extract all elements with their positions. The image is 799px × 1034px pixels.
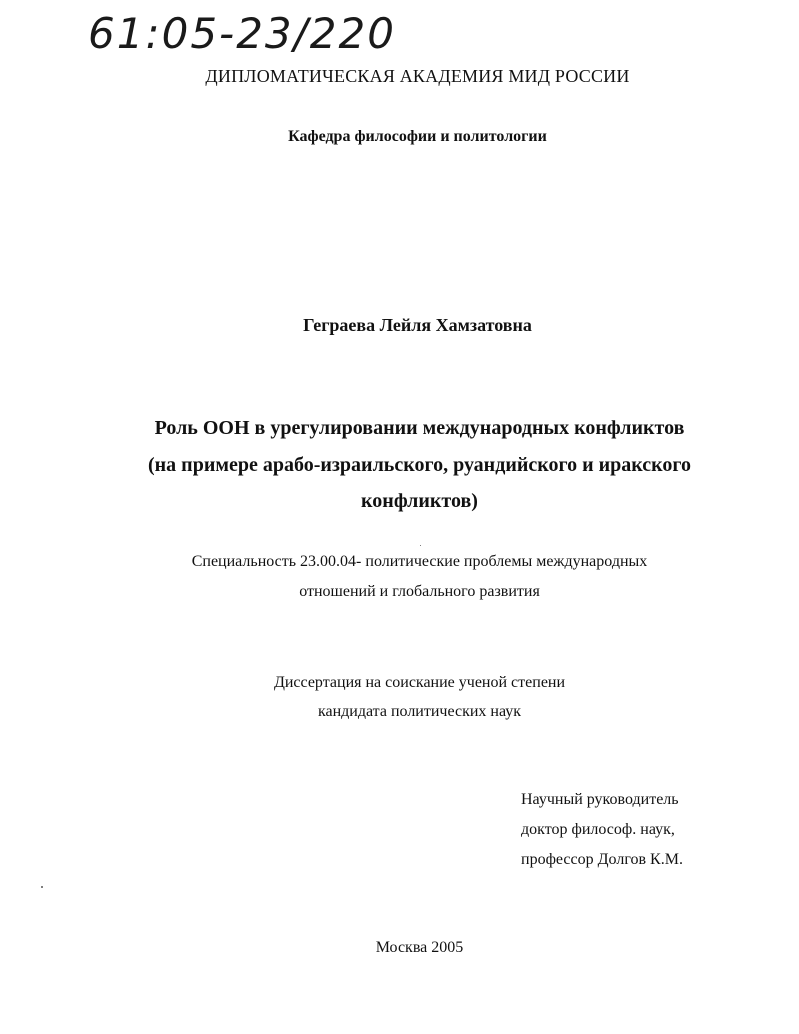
academy-name: ДИПЛОМАТИЧЕСКАЯ АКАДЕМИЯ МИД РОССИИ — [205, 66, 630, 86]
dissertation-title-line-1: Роль ООН в урегулировании международных конфликтов — [154, 417, 685, 439]
specialty-line-2: отношений и глобального развития — [299, 583, 540, 600]
handwritten-catalog-number — [86, 2, 466, 58]
dissertation-title-line-2: (на примере арабо-израильского, руандийского и иракского — [147, 454, 692, 476]
dissertation-title-line-3: конфликтов) — [361, 490, 478, 512]
degree-line-1: Диссертация на соискание ученой степени — [273, 674, 566, 691]
scan-speck — [420, 545, 421, 546]
advisor-label: Научный руководитель — [521, 791, 679, 808]
author-name: Геграева Лейля Хамзатовна — [303, 315, 532, 335]
department-name: Кафедра философии и политологии — [288, 128, 547, 145]
degree-line-2: кандидата политических наук — [317, 703, 522, 720]
city-year: Москва 2005 — [375, 939, 464, 956]
handwritten-catalog-number-text: 61:05-23/220 — [88, 9, 396, 58]
specialty-line-1: Специальность 23.00.04- политические проблемы международных — [191, 553, 648, 570]
advisor-degree: доктор философ. наук, — [521, 821, 675, 838]
advisor-name: профессор Долгов К.М. — [521, 851, 683, 868]
scan-speck — [41, 886, 43, 888]
